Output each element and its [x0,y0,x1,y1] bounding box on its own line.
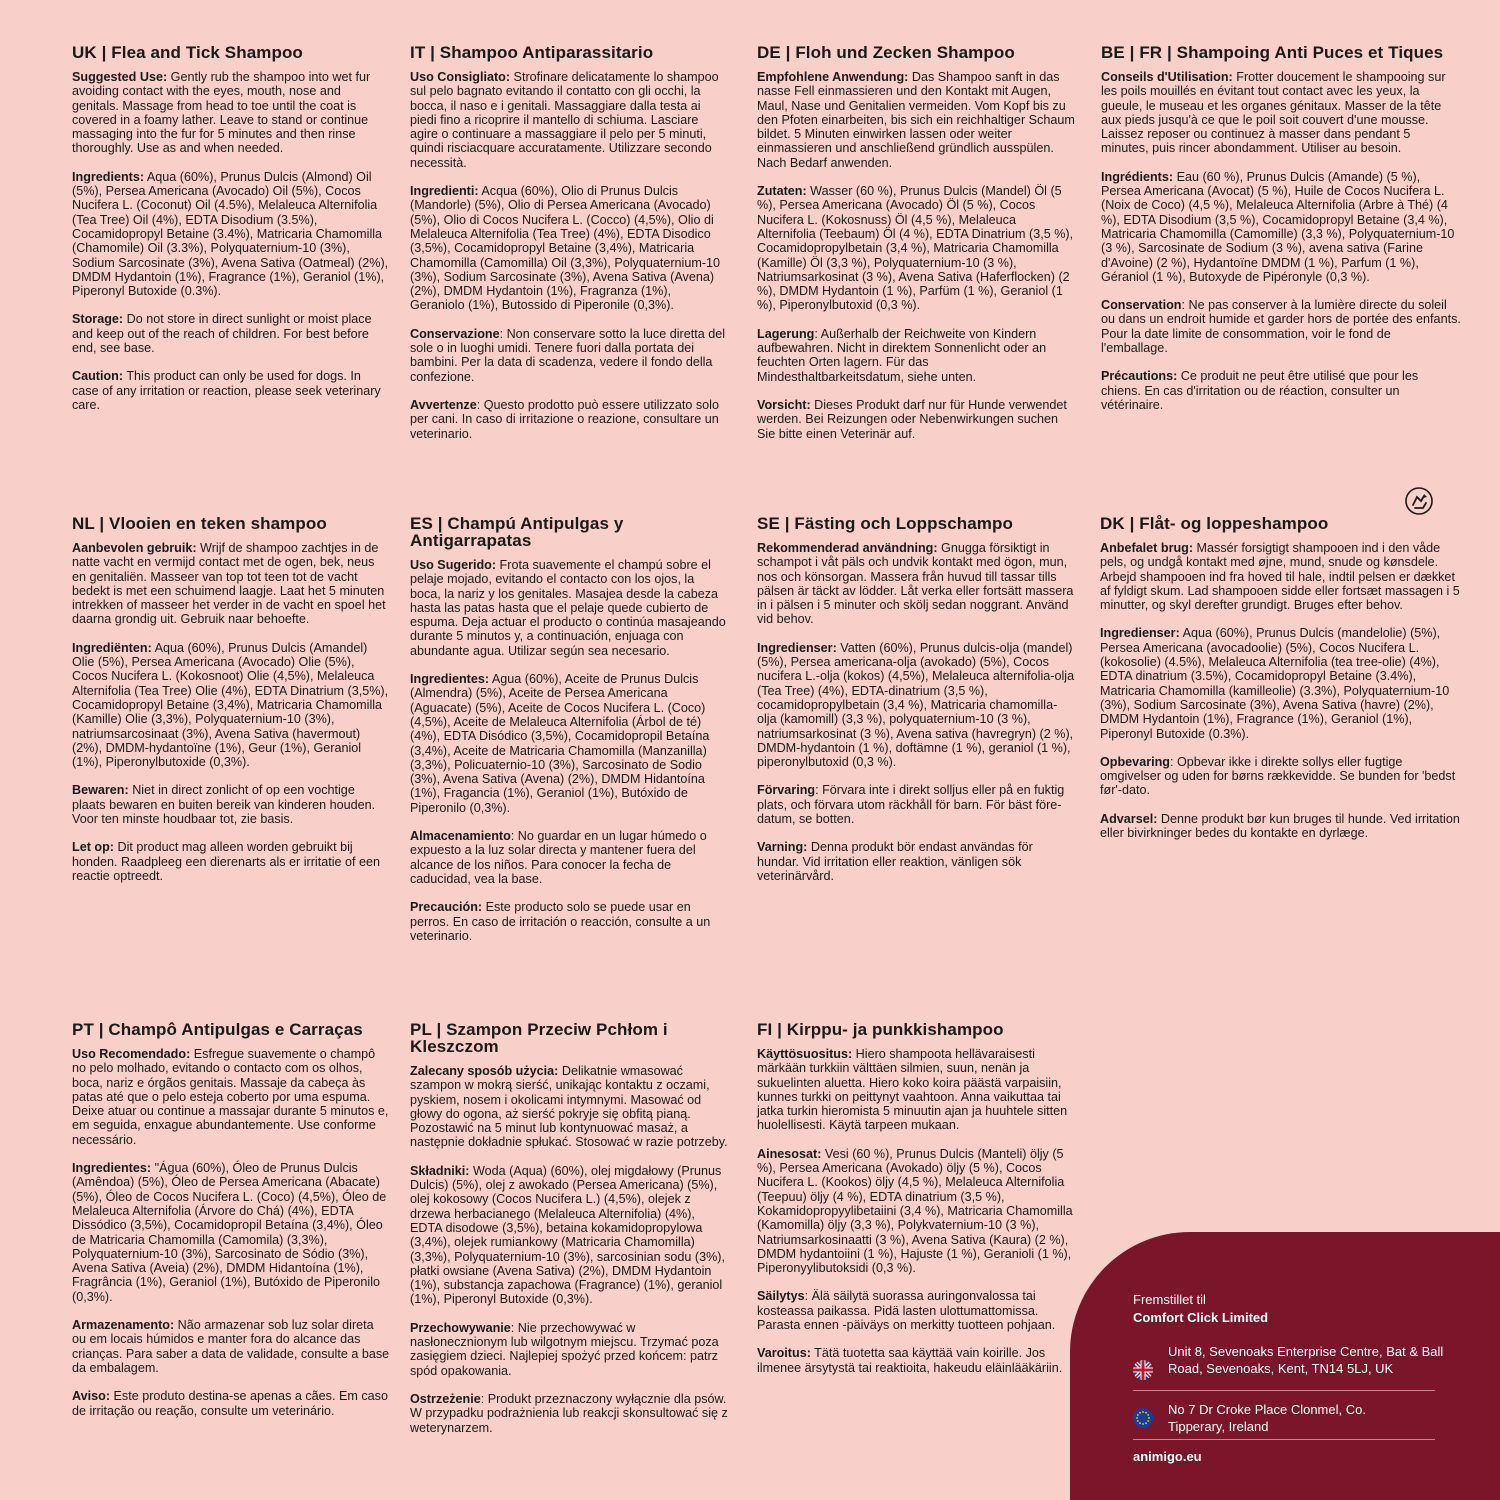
section-text: Frota suavemente el champú sobre el pelaje mojado, evitando el contacto con los ojos, la boca, la nariz y los genitales. Masajea desde la cabeza hasta las patas hasta que el pelaje quede cubierto de espuma. Deja actuar el producto o continúa masajeando durante 5 minutos y, a continuación, enjuaga con abundante agua. Utilizar según sea necesario. [410,558,726,658]
section-text: Denna produkt bör endast användas för hundar. Vid irritation eller reaktion, vänligen sök veterinärvård. [757,840,1033,883]
section-label: Opbevaring [1100,754,1170,769]
section-paragraph [410,1321,728,1378]
section-paragraph [1101,298,1461,355]
section-label: Ingredienser: [1100,626,1180,641]
section-text: Este produto destina-se apenas a cães. Em caso de irritação ou reação, consulte um veterinário. [72,1389,388,1418]
section-label: Conservation [1101,298,1182,313]
section-paragraph [1100,755,1460,798]
section-label: Précautions: [1101,369,1178,384]
uk-address: Unit 8, Sevenoaks Enterprise Centre, Bat & Ball Road, Sevenoaks, Kent, TN14 5LJ, UK [1168,1344,1444,1376]
section-text: : Außerhalb der Reichweite von Kindern aufbewahren. Nicht in direktem Sonnenlicht oder an feuchten Orten lagern. Für das Mindesthaltbarkeitsdatum, siehe unten. [757,326,1047,384]
section-label: Ingrediënten: [72,640,152,655]
language-block-es [410,515,728,957]
section-label: Almacenamiento [410,829,511,844]
section-text: Do not store in direct sunlight or moist place and keep out of the reach of children. For best before end, see base. [72,312,372,356]
language-block-nl [72,515,390,897]
section-label: Armazenamento: [72,1318,175,1333]
section-label: Empfohlene Anwendung: [757,70,909,84]
section-paragraph [410,829,728,886]
language-block-pt [72,1021,390,1432]
section-label: Ainesosat: [757,1146,822,1161]
section-text: Esfregue suavemente o champô no pelo molhado, evitando o contacto com os olhos, boca, nariz e órgãos genitais. Massaje da cabeça às patas até que o pelo esteja coberto por uma espuma. Deixe atuar ou continue a massajar durante 5 minutos e, em seguida, enxague abundantemente. Use conforme necessário. [72,1047,389,1147]
section-label: Lagerung [757,326,815,341]
section-paragraph [1101,70,1461,156]
language-block-it [410,44,728,455]
section-text: Dit product mag alleen worden gebruikt bij honden. Raadpleeg een dierenarts als er irritatie of een reactie optreedt. [72,840,381,883]
section-label: Förvaring [757,783,816,798]
section-text: : Produkt przeznaczony wyłącznie dla psów. W przypadku podrażnienia lub reakcji skonsultować się z weterynarzem. [410,1391,728,1435]
section-text: Wasser (60 %), Prunus Dulcis (Mandel) Öl (5 %), Persea Americana (Avocado) Öl (5 %), Cocos Nucifera L. (Kokosnuss) Öl (4,5 %), Melaleuca Alternifolia (Teebaum) Öl (4 %), EDTA Dinatrium (3,5 %), Cocamidopropylbetain (3,4 %), Matricaria Chamomilla (Kamille) Öl (3,3 %), Polyquaternium-10 (3 %), Natriumsarkosinat (3 %), Avena Sativa (Haferflocken) (2 %), DMDM Hydantoin (1 %), Parfüm (1 %), Geraniol (1 %), Piperonylbutoxid (0,3 %). [757,184,1074,313]
section-text: Niet in direct zonlicht of op een vochtige plaats bewaren en buiten bereik van kinderen houden. Voor ten minste houdbaar tot, zie basis. [72,783,376,827]
section-paragraph [410,184,728,313]
section-text: Vesi (60 %), Prunus Dulcis (Manteli) öljy (5 %), Persea Americana (Avokado) öljy (5 %), Cocos Nucifera L. (Kookos) öljy (4,5 %), Melaleuca Alternifolia (Teepuu) öljy (4 %), EDTA dinatrium (3,5 %), Kokamidopropyylibetaiini (3,4 %), Matricaria Chamomilla (Kamomilla) öljy (3,3 %), Polykvaternium-10 (3 %), Natriumsarkosinaatti (3 %), Avena Sativa (Kaura) (2 %), DMDM hydantoiini (1 %), Hajuste (1 %), Geranioli (1 %), Piperonyylibutoksidi (0,3 %). [757,1146,1073,1276]
section-label: Ingredientes: [72,1161,152,1176]
section-paragraph [757,70,1075,170]
section-text: : Förvara inte i direkt solljus eller på en fuktig plats, och förvara utom räckhåll för barn. För bäst före-datum, se botten. [757,783,1065,827]
section-paragraph [757,641,1075,770]
section-label: Varning: [757,840,808,855]
triman-recycling-icon [1404,486,1434,516]
section-paragraph [72,1047,390,1147]
section-paragraph [410,70,728,170]
section-paragraph [72,641,390,770]
section-text: Eau (60 %), Prunus Dulcis (Amande) (5 %), Persea Americana (Avocat) (5 %), Huile de Cocos Nucifera L. (Noix de Coco) (4,5 %), Melaleuca Alternifolia (Arbre à Thé) (4 %), EDTA Disodium (3,5 %), Cocamidopropyl Betaine (3,4 %), Matricaria Chamomilla (Camomille) (3,3 %), Polyquaternium-10 (3 %), Sarcosinate de Sodium (3 %), avena sativa (Farine d'Avoine) (2 %), Hydantoïne DMDM (1 %), Parfum (1 %), Géraniol (1 %), Butoxyde de Pipéronyle (0,3 %). [1101,169,1455,284]
section-label: Uso Recomendado: [72,1047,191,1061]
section-label: Zutaten: [757,184,807,199]
section-text: Gnugga försiktigt in schampot i våt päls och undvik kontakt med ögon, mun, nos och könsorgan. Massera från huvud till tassar tills pälsen är täckt av lödder. Låt verka eller fortsätt massera in i pälsen i 5 minuter och skölj sedan noggrant. Använd vid behov. [757,541,1074,627]
website-link[interactable]: animigo.eu [1133,1449,1202,1464]
section-paragraph [1100,541,1460,612]
section-text: Das Shampoo sanft in das nasse Fell einmassieren und den Kontakt mit Augen, Maul, Nase und Genitalien vermeiden. Vom Kopf bis zu den Pfoten einarbeiten, bis sich ein reichhaltiger Schaum bildet. 5 Minuten einwirken lassen oder weiter einmassieren und anschließend gründlich ausspülen. Nach Bedarf anwenden. [757,70,1075,170]
section-paragraph [72,1318,390,1375]
section-text: Aqua (60%), Prunus Dulcis (mandelolie) (5%), Persea Americana (avocadoolie) (5%), Cocos Nucifera L. (kokosolie) (4.5%), Melaleuca Alternifolia (tea tree-olie) (4%), EDTA dinatrium (3.5%), Cocamidopropyl Betaine (3.4%), Matricaria Chamomilla (kamilleolie) (3.3%), Polyquaternium-10 (3%), Sodium Sarcosinate (3%), Avena Sativa (havre) (2%), DMDM Hydantoin (1%), Fragrance (1%), Geraniol (1%), Piperonyl Butoxide (0.3%). [1100,626,1450,741]
section-paragraph [410,1392,728,1435]
ireland-address: No 7 Dr Croke Place Clonmel, Co. Tipperary, Ireland [1168,1402,1366,1434]
section-paragraph [1100,812,1460,841]
section-paragraph [410,398,728,441]
section-paragraph [757,1289,1075,1332]
section-label: Ingrédients: [1101,169,1174,184]
section-paragraph [410,327,728,384]
section-paragraph [410,1164,728,1307]
section-paragraph [72,1161,390,1304]
section-text: This product can only be used for dogs. In case of any irritation or reaction, please seek veterinary care. [72,369,381,412]
section-paragraph [72,170,390,299]
section-paragraph [1101,369,1461,412]
section-text: Strofinare delicatamente lo shampoo sul pelo bagnato evitando il contatto con gli occhi, la bocca, il naso e i genitali. Massaggiare dalla testa ai piedi fino a ricoprire il mantello di schiuma. Lasciare agire o continuare a massaggiare il pelo per 5 minuti, quindi risciacquare accuratamente. Utilizzare secondo necessità. [410,70,719,170]
section-text: Este producto solo se puede usar en perros. En caso de irritación o reacción, consulte a un veterinario. [410,900,711,943]
block-title: DE | Floh und Zecken Shampoo [757,43,1015,62]
block-title: PT | Champô Antipulgas e Carraças [72,1020,363,1039]
section-text: Hiero shampoota hellävaraisesti märkään turkkiin välttäen silmien, suun, nenän ja sukuelinten aluetta. Hiero koko koira päästä varpaisiin, kunnes turkki on peittynyt vaahtoon. Anna vaikuttaa tai jatka turkin hieromista 5 minuutin ajan ja huuhtele sitten huolellisesti. Käytä tarpeen mukaan. [757,1047,1068,1133]
section-paragraph [410,1064,728,1150]
section-label: Caution: [72,369,124,384]
address-divider [1133,1439,1435,1440]
section-label: Säilytys [757,1289,805,1304]
section-paragraph [757,184,1075,313]
section-text: : Non conservare sotto la luce diretta del sole o in luoghi umidi. Tenere fuori dalla portata dei bambini. Per la data di scadenza, vedere il fondo della confezione. [410,326,726,384]
section-label: Ostrzeżenie [410,1391,481,1406]
block-title: BE | FR | Shampoing Anti Puces et Tiques [1101,43,1444,62]
section-label: Advarsel: [1100,811,1158,826]
section-label: Anbefalet brug: [1100,541,1194,555]
section-text: Acqua (60%), Olio di Prunus Dulcis (Mandorle) (5%), Olio di Persea Americana (Avocado) (5%), Olio di Cocos Nucifera L. (Cocco) (4,5%), Olio di Melaleuca Alternifolia (Tea Tree) (4%), EDTA Disodico (3,5%), Cocamidopropyl Betaine (3,4%), Matricaria Chamomilla (Camomilla) Oil (3,3%), Polyquaternium-10 (3%), Sodium Sarcosinate (3%), Avena Sativa (Avena) (2%), DMDM Hydantoin (1%), Fragranza (1%), Geraniolo (1%), Butossido di Piperonile (0,3%). [410,184,721,313]
manufacturer-panel [1070,1232,1500,1500]
section-label: Zalecany sposób użycia: [410,1064,559,1078]
section-paragraph [1101,170,1461,284]
section-text: Aqua (60%), Prunus Dulcis (Amandel) Olie (5%), Persea Americana (Avocado) Olie (5%), Cocos Nucifera L. (Kokosnoot) Olie (4,5%), Melaleuca Alternifolia (Tea Tree) Olie (4%), EDTA Dinatrium (3,5%), Cocamidopropyl Betaine (3,4%), Matricaria Chamomilla (Kamille) Olie (3,3%), Polyquaternium-10 (3%), natriumsarcosinaat (3%), Avena Sativa (havermout) (2%), DMDM-hydantoïne (1%), Geur (1%), Geraniol (1%), Piperonylbutoxide (0,3%). [72,640,389,770]
section-paragraph [72,783,390,826]
section-label: Uso Consigliato: [410,70,511,84]
section-label: Aviso: [72,1389,111,1404]
section-paragraph [72,369,390,412]
section-label: Vorsicht: [757,397,811,412]
section-paragraph [757,1147,1075,1276]
section-paragraph [1100,626,1460,740]
section-label: Avvertenze [410,397,477,412]
section-label: Storage: [72,312,124,327]
section-text: Tätä tuotetta saa käyttää vain koirille. Jos ilmenee ärsytystä tai reaktioita, hakeudu eläinlääkäriin. [757,1346,1063,1375]
section-text: Woda (Aqua) (60%), olej migdałowy (Prunus Dulcis) (5%), olej z awokado (Persea Americana) (5%), olej kokosowy (Cocos Nucifera L.) (4,5%), olejek z drzewa herbacianego (Melaleuca Alternifolia) (4%), EDTA disodowe (3,5%), betaina kokamidopropylowa (3,4%), olejek rumiankowy (Matricaria Chamomilla) (3,3%), Polyquaternium-10 (3%), sarcosinian sodu (3%), płatki owsiane (Avena Sativa) (2%), DMDM Hydantoin (1%), substancja zapachowa (Fragrance) (1%), geraniol (1%), Piperonyl Butoxide (0,3%). [410,1163,725,1307]
section-paragraph [757,840,1075,883]
section-text: Ce produit ne peut être utilisé que pour les chiens. En cas d'irritation ou de réaction, consulter un vétérinaire. [1101,369,1419,412]
language-block-be-fr [1101,44,1461,426]
section-label: Ingredients: [72,169,145,184]
section-text: Dieses Produkt darf nur für Hunde verwendet werden. Bei Reizungen oder Nebenwirkungen suchen Sie bitte einen Veterinär auf. [757,397,1067,441]
section-label: Precaución: [410,900,483,915]
section-label: Let op: [72,840,114,855]
section-label: Varoitus: [757,1346,811,1361]
company-name: Comfort Click Limited [1133,1310,1269,1325]
section-paragraph [757,327,1075,384]
section-text: "Água (60%), Óleo de Prunus Dulcis (Amêndoa) (5%), Óleo de Persea Americana (Abacate) (5%), Óleo de Cocos Nucifera L. (Coco) (4,5%), Óleo de Melaleuca Alternifolia (Árvore do Chá) (4%), EDTA Dissódico (3,5%), Cocamidopropil Betaína (3,4%), Óleo de Matricaria Chamomilla (Camomila) (3,3%), Polyquaternium-10 (3%), Sarcosinato de Sódio (3%), Avena Sativa (Aveia) (2%), DMDM Hidantoína (1%), Fragrância (1%), Geraniol (1%), Butóxido de Piperonilo (0,3%). [72,1161,387,1304]
section-text: : Nie przechowywać w nasłonecznionym lub wilgotnym miejscu. Trzymać poza zasięgiem dzieci. Najlepiej spożyć przed końcem: patrz spód opakowania. [410,1320,719,1378]
section-label: Składniki: [410,1163,470,1178]
section-label: Conseils d'Utilisation: [1101,70,1233,84]
section-paragraph [72,840,390,883]
section-paragraph [72,1389,390,1418]
language-block-fi [757,1021,1075,1389]
section-text: Wrijf de shampoo zachtjes in de natte vacht en vermijd contact met de ogen, bek, neus en genitaliën. Masseer van top tot teen tot de vacht bedekt is met een schuimend laagje. Laat het 5 minuten intrekken of masseer het verder in de vacht en spoel het daarna grondig uit. Gebruik naar behoefte. [72,541,386,627]
section-label: Przechowywanie [410,1320,511,1335]
section-paragraph [72,541,390,627]
section-label: Ingredientes: [410,672,490,687]
block-title: NL | Vlooien en teken shampoo [72,514,327,533]
section-text: Não armazenar sob luz solar direta ou em locais húmidos e manter fora do alcance das crianças. Para saber a data de validade, consulte a base da embalagem. [72,1318,390,1375]
section-text: Delikatnie wmasować szampon w mokrą sierść, unikając kontaktu z oczami, pyskiem, nosem i okolicami intymnymi. Masować od głowy do ogona, aż sierść pokryje się obfitą pianą. Pozostawić na 5 minut lub kontynuować masaż, a następnie dokładnie spłukać. Stosować w razie potrzeby. [410,1064,728,1150]
section-paragraph [757,1047,1075,1133]
section-label: Ingredienti: [410,184,479,199]
section-text: : Questo prodotto può essere utilizzato solo per cani. In caso di irritazione o reazione, consultare un veterinario. [410,397,719,441]
section-text: Gently rub the shampoo into wet fur avoiding contact with the eyes, mouth, nose and genitals. Massage from head to toe until the coat is covered in a foamy lather. Leave to stand or continue massaging into the fur for 5 minutes and then rinse thoroughly. Use as and when needed. [72,70,371,156]
section-text: Denne produkt bør kun bruges til hunde. Ved irritation eller bivirkninger bedes du kontakte en dyrlæge. [1100,811,1460,841]
section-label: Uso Sugerido: [410,558,497,572]
section-paragraph [757,398,1075,441]
section-label: Suggested Use: [72,70,168,84]
language-block-pl [410,1021,728,1449]
uk-flag-icon [1133,1360,1153,1380]
section-paragraph [410,558,728,658]
manufactured-for-label: Fremstillet til [1133,1292,1206,1307]
section-label: Bewaren: [72,783,129,798]
language-block-uk [72,44,390,426]
language-block-de [757,44,1075,455]
block-title: PL | Szampon Przeciw Pchłom i Kleszczom [410,1020,668,1056]
section-label: Conservazione [410,326,500,341]
section-paragraph [757,1346,1075,1375]
block-title: UK | Flea and Tick Shampoo [72,43,303,62]
section-text: : Älä säilytä suorassa auringonvalossa tai kosteassa paikassa. Pidä lasten ulottumattomissa. Parasta ennen -päiväys on merkitty tuotteen pohjaan. [757,1289,1056,1333]
block-title: IT | Shampoo Antiparassitario [410,43,654,62]
section-paragraph [410,672,728,815]
language-block-dk [1100,515,1460,854]
section-paragraph [757,541,1075,627]
section-text: Agua (60%), Aceite de Prunus Dulcis (Almendra) (5%), Aceite de Persea Americana (Aguacate) (5%), Aceite de Cocos Nucifera L. (Coco) (4,5%), Aceite de Melaleuca Alternifolia (Árbol de té) (4%), EDTA Disódico (3,5%), Cocamidopropil Betaína (3,4%), Aceite de Matricaria Chamomilla (Manzanilla) (3,3%), Policuaternio-10 (3%), Sarcosinato de Sodio (3%), Avena Sativa (Avena) (2%), DMDM Hidantoína (1%), Fragancia (1%), Geraniol (1%), Butóxido de Piperonilo (0,3%). [410,672,710,815]
section-paragraph [72,70,390,156]
address-divider [1133,1390,1435,1391]
section-label: Rekommenderad användning: [757,541,938,555]
eu-flag-icon [1133,1408,1153,1428]
section-text: : Ne pas conserver à la lumière directe du soleil ou dans un endroit humide et garder hors de portée des enfants. Pour la date limite de consommation, voir le fond de l'emballage. [1101,298,1461,356]
block-title: DK | Flåt- og loppeshampoo [1100,514,1329,533]
section-text: Massér forsigtigt shampooen ind i den våde pels, og undgå kontakt med øjne, mund, snude og kønsdele. Arbejd shampooen ind fra hoved til hale, indtil pelsen er dækket af fyldigt skum. Lad shampooen sidde eller fortsæt massagen i 5 minutter, og skyl derefter grundigt. Bruges efter behov. [1100,541,1460,613]
section-paragraph [757,783,1075,826]
section-label: Aanbevolen gebruik: [72,541,197,555]
section-paragraph [410,900,728,943]
section-label: Ingredienser: [757,640,837,655]
section-text: Aqua (60%), Prunus Dulcis (Almond) Oil (5%), Persea Americana (Avocado) Oil (5%), Cocos Nucifera L. (Coconut) Oil (4.5%), Melaleuca Alternifolia (Tea Tree) Oil (4%), EDTA Disodium (3.5%), Cocamidopropyl Betaine (3.4%), Matricaria Chamomilla (Chamomile) Oil (3.3%), Polyquaternium-10 (3%), Sodium Sarcosinate (3%), Avena Sativa (Oatmeal) (2%), DMDM Hydantoin (1%), Fragrance (1%), Geraniol (1%), Piperonyl Butoxide (0.3%). [72,169,389,299]
block-title: SE | Fästing och Loppschampo [757,514,1013,533]
language-block-se [757,515,1075,897]
section-text: : Opbevar ikke i direkte sollys eller fugtige omgivelser og uden for børns rækkevidde. Se bunden for 'bedst før'-dato. [1100,754,1456,798]
section-text: : No guardar en un lugar húmedo o expuesto a la luz solar directa y mantener fuera del alcance de los niños. Para conocer la fecha de caducidad, vea la base. [410,829,707,886]
section-text: Vatten (60%), Prunus dulcis-olja (mandel) (5%), Persea americana-olja (avokado) (5%), Cocos nucifera L.-olja (kokos) (4,5%), Melaleuca alternifolia-olja (Tea Tree) (4%), EDTA-dinatrium (3,5 %), cocamidopropylbetain (3,4 %), Matricaria chamomilla-olja (kamomill) (3,3 %), polyquaternium-10 (3 %), natriumsarkosinat (3 %), Avena sativa (havregryn) (2 %), DMDM-hydantoin (1 %), doftämne (1 %), geraniol (1 %), piperonylbutoxid (0,3 %). [757,640,1075,770]
block-title: FI | Kirppu- ja punkkishampoo [757,1020,1004,1039]
section-text: Frotter doucement le shampooing sur les poils mouillés en évitant tout contact avec les yeux, la gueule, le museau et les organes génitaux. Masser de la tête aux pieds jusqu'à ce que le poil soit couvert d'une mousse. Laissez reposer ou continuez à masser dans pendant 5 minutes, puis rincer abondamment. Utiliser au besoin. [1101,70,1446,156]
section-paragraph [72,312,390,355]
section-label: Käyttösuositus: [757,1047,853,1061]
block-title: ES | Champú Antipulgas y Antigarrapatas [410,514,624,550]
